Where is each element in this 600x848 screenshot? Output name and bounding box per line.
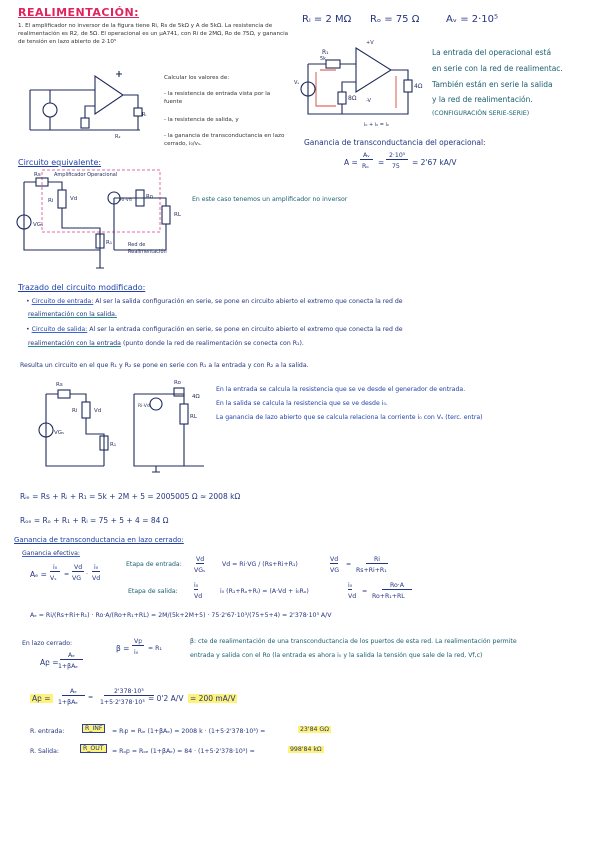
stage-in-eq: Vd = Ri·VG / (Rs+Ri+R₁) xyxy=(222,561,298,568)
c1-rl-label: 4Ω xyxy=(414,83,423,90)
rin-result-text: 23'84 GΩ xyxy=(300,726,329,733)
beta-lhs: β = xyxy=(116,644,130,653)
transc-lhs: A = xyxy=(344,158,358,167)
rin-box xyxy=(82,725,105,732)
ae-frac1-den: Vₛ xyxy=(50,575,57,582)
mod-ro-label: Ro xyxy=(174,380,181,386)
bullet-2-text: Al ser la entrada configuración en serie, se pone en circuito abierto el extremo que conecta la red de xyxy=(89,326,403,333)
ae-frac2-den: VG xyxy=(72,575,82,582)
gain-title: Ganancia de transconductancia en lazo cerrado: xyxy=(14,536,184,544)
rin-label: R. entrada: xyxy=(30,728,65,735)
bullet-1: • Circuito de entrada: Al ser la salida configuración en serie, se pone en circuito abierto el extremo que conecta la red de xyxy=(26,298,403,305)
amp-circuit-diagram xyxy=(296,34,436,134)
stage-out-frac-den: Vd xyxy=(194,593,203,600)
transc-eq: = xyxy=(378,158,385,167)
eq-rl-label: RL xyxy=(174,212,181,218)
bullet-2-cont-b: (punto donde la red de realimentación se conecta con R₁). xyxy=(122,340,304,347)
config-note-5: (CONFIGURACIÓN SERIE-SERIE) xyxy=(432,110,530,117)
c1-io-label: i₀ + i₀ = i₀ xyxy=(364,122,389,128)
stage-in-frac-num: Vd xyxy=(196,556,205,563)
mod-vs-label: VGₛ xyxy=(54,430,65,436)
c1-r1-value: 5k xyxy=(320,56,327,62)
stage-in-res-den: VG xyxy=(330,567,340,574)
closed-loop-label: En lazo cerrado: xyxy=(22,640,73,647)
mod-r1-label: R₁ xyxy=(110,442,117,448)
svg-text:Rₗ: Rₗ xyxy=(142,112,147,118)
stage-out-res-num: i₀ xyxy=(348,582,353,589)
ae-eq1: = xyxy=(64,571,70,578)
modified-circuit-diagram xyxy=(34,374,214,474)
rie-equation: Rᵢₑ = Rs + Rᵢ + R₁ = 5k + 2M + 5 = 2005005 Ω ≈ 2008 kΩ xyxy=(20,492,241,501)
bullet-2: • Circuito de salida: Al ser la entrada configuración en serie, se pone en circuito abierto el extremo que conecta la red de xyxy=(26,326,403,333)
af-calc-frac3-num: 2'378·10³ xyxy=(104,688,154,696)
roe-equation: Rₒₑ = Rₒ + R₁ + Rₗ = 75 + 5 + 4 = 84 Ω xyxy=(20,516,169,525)
bullet-1-cont: realimentación con la salida. xyxy=(28,311,117,318)
config-note-4: y la red de realimentación. xyxy=(432,95,533,104)
stage-in-eq2: = xyxy=(346,561,352,568)
rout-result-text: 998'84 kΩ xyxy=(290,746,322,753)
af-calc-frac2-num: Aₑ xyxy=(62,688,85,696)
eq-src-label: Ri·Vd xyxy=(120,198,132,203)
calc-item-1: - la resistencia de entrada vista por la fuente xyxy=(164,91,271,105)
problem-statement: 1. El amplificador no inversor de la figura tiene Ri, Rs de 5kΩ y A de 5kΩ. La resistencia de realimentación es R2, de 5Ω. El operacional es un µA741, con Ri de 2MΩ, Ro de 75Ω, y ganancia de tensión en lazo abierto de 2·10⁵ xyxy=(18,23,289,45)
stage-out-eq2: = xyxy=(362,588,368,595)
eq-circuit-comment: En este caso tenemos un amplificador no inversor xyxy=(192,196,348,203)
problem-circuit-figure xyxy=(20,68,160,148)
c1-r1-label: R₁ xyxy=(322,49,329,56)
eq-net-label-2: Realimentación xyxy=(128,249,167,255)
stage-out-eq: i₀ (R₁+Rₒ+Rₗ) = (A·Vd + i₀Rₒ) xyxy=(220,588,309,595)
c1-plus-label: +V xyxy=(366,40,374,46)
stage-out-frac-num: i₀ xyxy=(194,582,199,589)
mod-rl-label: RL xyxy=(190,414,197,420)
af-calc-lhs xyxy=(30,694,53,703)
calc-title: Calcular los valores de: xyxy=(164,75,230,81)
af-calc-lhs-text: Aբ = xyxy=(32,694,51,703)
c1-rf-label: 8Ω xyxy=(348,95,357,102)
eq-vs-label: VGₛ xyxy=(33,222,44,228)
rout-box-text: R_OUT xyxy=(80,744,107,753)
eq-ro-label: Ro xyxy=(146,194,153,200)
eq-r1-label: R₁ xyxy=(106,240,113,246)
c1-minus-label: -V xyxy=(366,98,371,104)
af-final-text: = 200 mA/V xyxy=(190,694,236,703)
beta-frac-num: Vբ xyxy=(134,638,143,645)
eq-net-label-1: Red de xyxy=(128,242,146,248)
config-note-3: También están en serie la salida xyxy=(432,80,553,89)
param-ro: Rₒ = 75 Ω xyxy=(370,14,420,25)
transc-den1: Rₒ xyxy=(362,163,369,170)
param-av: Aᵥ = 2·10⁵ xyxy=(446,14,499,25)
stage-in-res2-num: Ri xyxy=(366,556,388,564)
modified-title: Trazado del circuito modificado: xyxy=(18,283,146,292)
mod-ri-label: Ri xyxy=(72,408,78,414)
bullet-2-head: Circuito de salida: xyxy=(31,326,88,333)
transc-den2: 75 xyxy=(392,163,400,170)
transc-label: Ganancia de transconductancia del operacional: xyxy=(304,138,486,147)
ae-frac3-num: i₀ xyxy=(94,564,99,571)
eq-rs-label: Rs xyxy=(34,172,41,178)
stage-in-res-num: Vd xyxy=(330,556,339,563)
af-lhs: Aբ = xyxy=(40,658,59,667)
transc-num2: 2·10⁵ xyxy=(386,152,408,160)
af-frac-num: Aₑ xyxy=(60,652,83,660)
ae-frac1-num: i₀ xyxy=(50,564,60,572)
af-calc-frac3-den: 1+5·2'378·10³ xyxy=(100,699,145,706)
config-note-1: La entrada del operacional está xyxy=(432,48,552,57)
rout-result xyxy=(288,746,324,753)
bullet-2-cont xyxy=(28,340,304,347)
param-ri: Rᵢ = 2 MΩ xyxy=(302,14,352,25)
transc-result: = 2'67 kA/V xyxy=(412,158,457,167)
stage-out-res2-den: Ro+R₁+RL xyxy=(372,593,405,600)
rout-label: R. Salida: xyxy=(30,748,59,755)
stage-in-frac-den: VGₛ xyxy=(194,567,206,574)
mod-note-1: En la entrada se calcula la resistencia que se ve desde el generador de entrada. xyxy=(216,386,466,393)
bullet-1-head: Circuito de entrada: xyxy=(31,298,94,305)
bullet-1-text: Al ser la salida configuración en serie, se pone en circuito abierto el extremo que conecta la red de xyxy=(95,298,403,305)
rin-box-text: R_INF xyxy=(82,724,105,733)
svg-text:R₂: R₂ xyxy=(115,134,121,140)
af-calc-eq: = xyxy=(88,694,94,701)
calc-item-3: - la ganancia de transconductancia en lazo cerrado, i₀/vₛ. xyxy=(164,133,285,147)
mod-rs-label: Rs xyxy=(56,382,63,388)
beta-note-2: entrada y salida con el Ro (la entrada es ahora i₀ y la salida la tensión que sale de la red, Vf,c) xyxy=(190,652,483,659)
transc-num1: Aᵥ xyxy=(360,152,373,160)
bullet-2-cont-a: realimentación con la entrada xyxy=(28,340,121,347)
ae-frac3-den: Vd xyxy=(92,575,101,582)
ae-lhs: Aₑ = xyxy=(30,570,47,579)
stage-out-res-den: Vd xyxy=(348,593,357,600)
c1-vs-label: Vₛ xyxy=(294,80,300,86)
mod-note-3: La ganancia de lazo abierto que se calcula relaciona la corriente i₀ con Vₛ (terc. entra) xyxy=(216,414,483,421)
mod-src-label: Ri·Vd xyxy=(138,404,150,409)
ae-frac2-num: Vd xyxy=(74,564,83,571)
mod-vd-label: Vd xyxy=(94,408,102,414)
rout-eq: = Rₒբ = Rₒₑ (1+βAₑ) = 84 · (1+5·2'378·10³) = xyxy=(112,748,255,755)
af-calc-res: = 0'2 A/V xyxy=(148,694,184,703)
ae-dot: · xyxy=(86,571,88,578)
calc-item-2: - la resistencia de salida, y xyxy=(164,117,239,123)
rout-box xyxy=(80,745,107,752)
eq-amp-label: Amplificador Operacional xyxy=(54,172,118,178)
equivalent-circuit-diagram xyxy=(14,168,194,273)
af-final xyxy=(188,694,237,703)
page-title: REALIMENTACIÓN: xyxy=(18,6,140,19)
stage-in-label: Etapa de entrada: xyxy=(126,561,182,568)
gain-eff-label: Ganancia efectiva: xyxy=(22,550,80,557)
beta-val: = R₁ xyxy=(148,645,162,652)
mod-rhs-label: 4Ω xyxy=(192,394,200,400)
ae-calc: Aₑ = Ri/(Rs+Ri+R₁) · Ro·A/(Ro+R₁+RL) = 2M/(5k+2M+5) · 75·2'67·10³/(75+5+4) = 2'378·10³ A/V xyxy=(30,612,332,619)
beta-frac-den: i₀ xyxy=(134,649,139,656)
stage-in-res2-den: Rs+Ri+R₁ xyxy=(356,567,387,574)
result-line: Resulta un circuito en el que R₁ y R₂ se pone en serie con R₁ a la entrada y con R₂ a la salida. xyxy=(20,362,309,369)
eq-circuit-title: Circuito equivalente: xyxy=(18,158,102,167)
af-frac-den: 1+βAₑ xyxy=(58,663,78,670)
eq-ri-label: Ri xyxy=(48,198,54,204)
beta-note-1: β: cte de realimentación de una transconductancia de los puertos de esta red. La realimentación permite xyxy=(190,638,517,645)
af-calc-frac2-den: 1+βAₑ xyxy=(58,699,78,706)
stage-out-res2-num: Ro·A xyxy=(382,582,412,590)
stage-out-label: Etapa de salida: xyxy=(128,588,178,595)
mod-note-2: En la salida se calcula la resistencia que se ve desde i₀. xyxy=(216,400,388,407)
rin-eq: = Rᵢբ = Rᵢₑ (1+βAₑ) = 2008 k · (1+5·2'378·10³) = xyxy=(112,728,266,735)
config-note-2: en serie con la red de realimentac. xyxy=(432,64,563,73)
rin-result xyxy=(298,726,331,733)
eq-vd-label: Vd xyxy=(70,196,78,202)
